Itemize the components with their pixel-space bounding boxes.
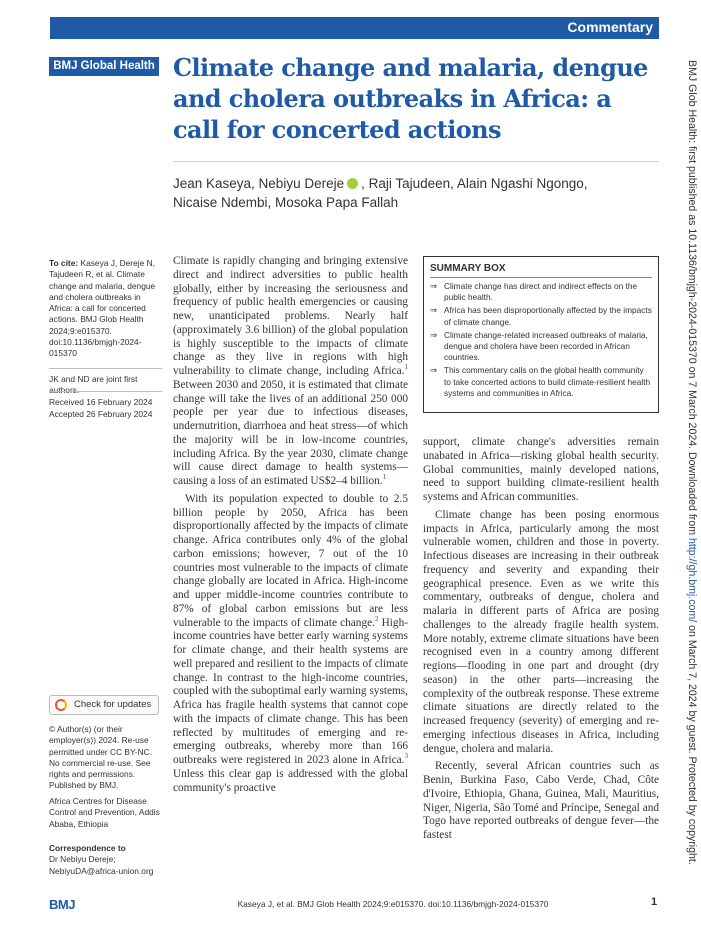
summary-item-text: Climate change-related increased outbreaks of malaria, dengue and cholera have been recorded in African countries. xyxy=(444,329,648,363)
arrow-icon: ⇒ xyxy=(430,281,437,291)
cite-label: To cite: xyxy=(49,258,79,268)
title-divider xyxy=(173,161,659,162)
check-updates-icon xyxy=(55,699,67,711)
authors-part-1: Jean Kaseya, Nebiyu Dereje xyxy=(173,176,345,191)
text-run: Between 2030 and 2050, it is estimated that climate change will take the lives of an additional 250 000 people per year due to infectious diseases, undernutrition, diarrhoea and heat stress—of which the majority will be in low-income countries, including Africa. By the year 2030, climate change will cause direct damage to health systems—causing a loss of an estimated US$2–4 billion. xyxy=(173,378,408,487)
paragraph: support, climate change's adversities remain unabated in Africa—risking global health security. Global communities, mainly developed nations, need to support building climate-resilient health systems and African communities. xyxy=(423,436,659,503)
arrow-icon: ⇒ xyxy=(430,305,437,316)
text-run: With its population expected to double to 2.5 billion people by 2050, Africa has been disproportionally affected by the impacts of climate change. Africa contributes only 4% of the global carbon emissions; however, 7 out of the 10 countries most vulnerable to the impacts of climate change globally are located in Africa. High-income and upper middle-income countries contribute to 87% of global carbon emissions but are less vulnerable to the impacts of climate change. xyxy=(173,492,408,629)
cite-text: Kaseya J, Dereje N, Tajudeen R, et al. Climate change and malaria, dengue and cholera outbreaks in Africa: a call for concerted actions. BMJ Glob Health 2024;9:e015370. doi:10.1136/bmjgh-2024-015370 xyxy=(49,258,156,359)
summary-item-text: Africa has been disproportionally affected by the impacts of climate change. xyxy=(444,305,652,327)
paragraph: Recently, several African countries such as Benin, Burkina Faso, Cabo Verde, Chad, Côte d'Ivoire, Ethiopia, Ghana, Guinea, Mali, Mauritius, Niger, Nigeria, São Tomé and Príncipe, Senegal and Togo have reported outbreaks of dengue fever—the fastest xyxy=(423,760,659,841)
summary-item-text: Climate change has direct and indirect effects on the public health. xyxy=(444,281,638,303)
summary-box-divider xyxy=(430,277,652,278)
citation-block xyxy=(49,258,162,360)
summary-item xyxy=(430,365,652,399)
summary-item xyxy=(430,281,652,303)
text-run: Climate is rapidly changing and bringing extensive direct and indirect adversities to public health globally, either by increasing the seriousness and frequency of public health emergencies or causing new, unanticipated problems. Nearly half (approximately 3.6 billion) of the global population is highly susceptible to the impacts of climate change as they live in regions with high vulnerability to climate change, including Africa. xyxy=(173,255,408,377)
vertical-margin-note xyxy=(685,60,699,870)
received-date: Received 16 February 2024 xyxy=(49,397,153,407)
body-column-right xyxy=(423,436,659,843)
summary-box-title: SUMMARY BOX xyxy=(430,263,506,274)
paragraph xyxy=(173,255,408,489)
bmj-logo: BMJ xyxy=(49,897,75,912)
correspondence-block xyxy=(49,843,162,877)
authors-line-2: Nicaise Ndembi, Mosoka Papa Fallah xyxy=(173,195,399,210)
text-run: Unless this clear gap is addressed with the global community's proactive xyxy=(173,767,408,794)
vertical-note-text xyxy=(685,60,699,870)
correspondence-name: Dr Nebiyu Dereje; xyxy=(49,854,116,865)
orcid-icon[interactable] xyxy=(347,178,358,189)
text-run: on March 7, 2024 by guest. Protected by copyright. xyxy=(686,622,698,865)
text-run: BMJ Glob Health: first published as 10.1136/bmjgh-2024-015370 on 7 March 2024. Downloaded from xyxy=(686,60,698,538)
copyright-notice: © Author(s) (or their employer(s)) 2024. Re-use permitted under CC BY-NC. No commercial re-use. See rights and permissions. Published by BMJ. xyxy=(49,724,153,791)
section-label: Commentary xyxy=(567,19,653,35)
affiliation: Africa Centres for Disease Control and Prevention, Addis Ababa, Ethiopia xyxy=(49,796,160,829)
authors-part-2: , Raji Tajudeen, Alain Ngashi Ngongo, xyxy=(361,176,588,191)
paragraph xyxy=(173,493,408,796)
summary-item xyxy=(430,330,652,364)
page-number: 1 xyxy=(651,896,658,908)
check-updates-label: Check for updates xyxy=(74,699,152,710)
check-for-updates-button[interactable] xyxy=(49,695,159,715)
correspondence-email[interactable]: NebiyuDA@africa-union.org xyxy=(49,865,154,876)
paragraph: Climate change has been posing enormous impacts in Africa, particularly among the most vulnerable women, children and those in poverty. Infectious diseases are increasing in their outbreak frequency and severity and expanding their geographical presence. Even as we write this commentary, outbreaks of dengue, cholera and malaria in different parts of Africa are posing challenges to the already fragile health system. More notably, extreme climate situations have been recognised even in a country among different regions—flooding in one part and drought (dry season) in the other parts—increasing the complexity of the outbreak response. These extreme climate situations are directly related to the increased frequency (severity) of emerging and re-emerging infectious diseases in Africa, including dengue, cholera and malaria. xyxy=(423,508,660,755)
accepted-date: Accepted 26 February 2024 xyxy=(49,409,153,419)
article-title: Climate change and malaria, dengue and cholera outbreaks in Africa: a call for concerted actions xyxy=(173,53,648,144)
arrow-icon: ⇒ xyxy=(430,329,437,340)
journal-badge: BMJ Global Health xyxy=(49,57,159,76)
arrow-icon: ⇒ xyxy=(430,365,437,376)
reference-link[interactable]: 1 xyxy=(404,363,408,372)
joint-authors-note: JK and ND are joint first xyxy=(49,374,138,384)
sidebar-divider xyxy=(49,391,162,392)
reference-link[interactable]: 1 xyxy=(382,473,387,482)
download-link[interactable]: http://gh.bmj.com/ xyxy=(686,537,698,623)
author-list xyxy=(173,174,643,212)
sidebar-divider xyxy=(49,368,162,369)
reference-link[interactable]: 3 xyxy=(404,752,408,761)
summary-item-text: This commentary calls on the global health community to take concerted actions to build climate-resilient health systems and communities in Africa. xyxy=(444,365,651,398)
correspondence-label: Correspondence to xyxy=(49,843,126,853)
body-column-left xyxy=(173,255,408,795)
text-run: High-income countries have better early warning systems for climate change, and their health systems are well prepared and resilient to the impacts of climate change. In contrast to the high-income countries, coupled with the suboptimal early warning systems, Africa has fragile health systems that cannot cope with the impacts of climate change. This has been reflected by multitudes of emerging and re-emerging outbreaks, whereby more than 166 outbreaks were registered in 2023 alone in Africa. xyxy=(173,616,408,766)
summary-item xyxy=(430,305,652,327)
section-header-bar xyxy=(50,17,659,39)
summary-box xyxy=(423,256,659,413)
footer-citation: Kaseya J, et al. BMJ Glob Health 2024;9:e015370. doi:10.1136/bmjgh-2024-015370 xyxy=(237,899,549,909)
reference-link[interactable]: 2 xyxy=(374,614,379,623)
